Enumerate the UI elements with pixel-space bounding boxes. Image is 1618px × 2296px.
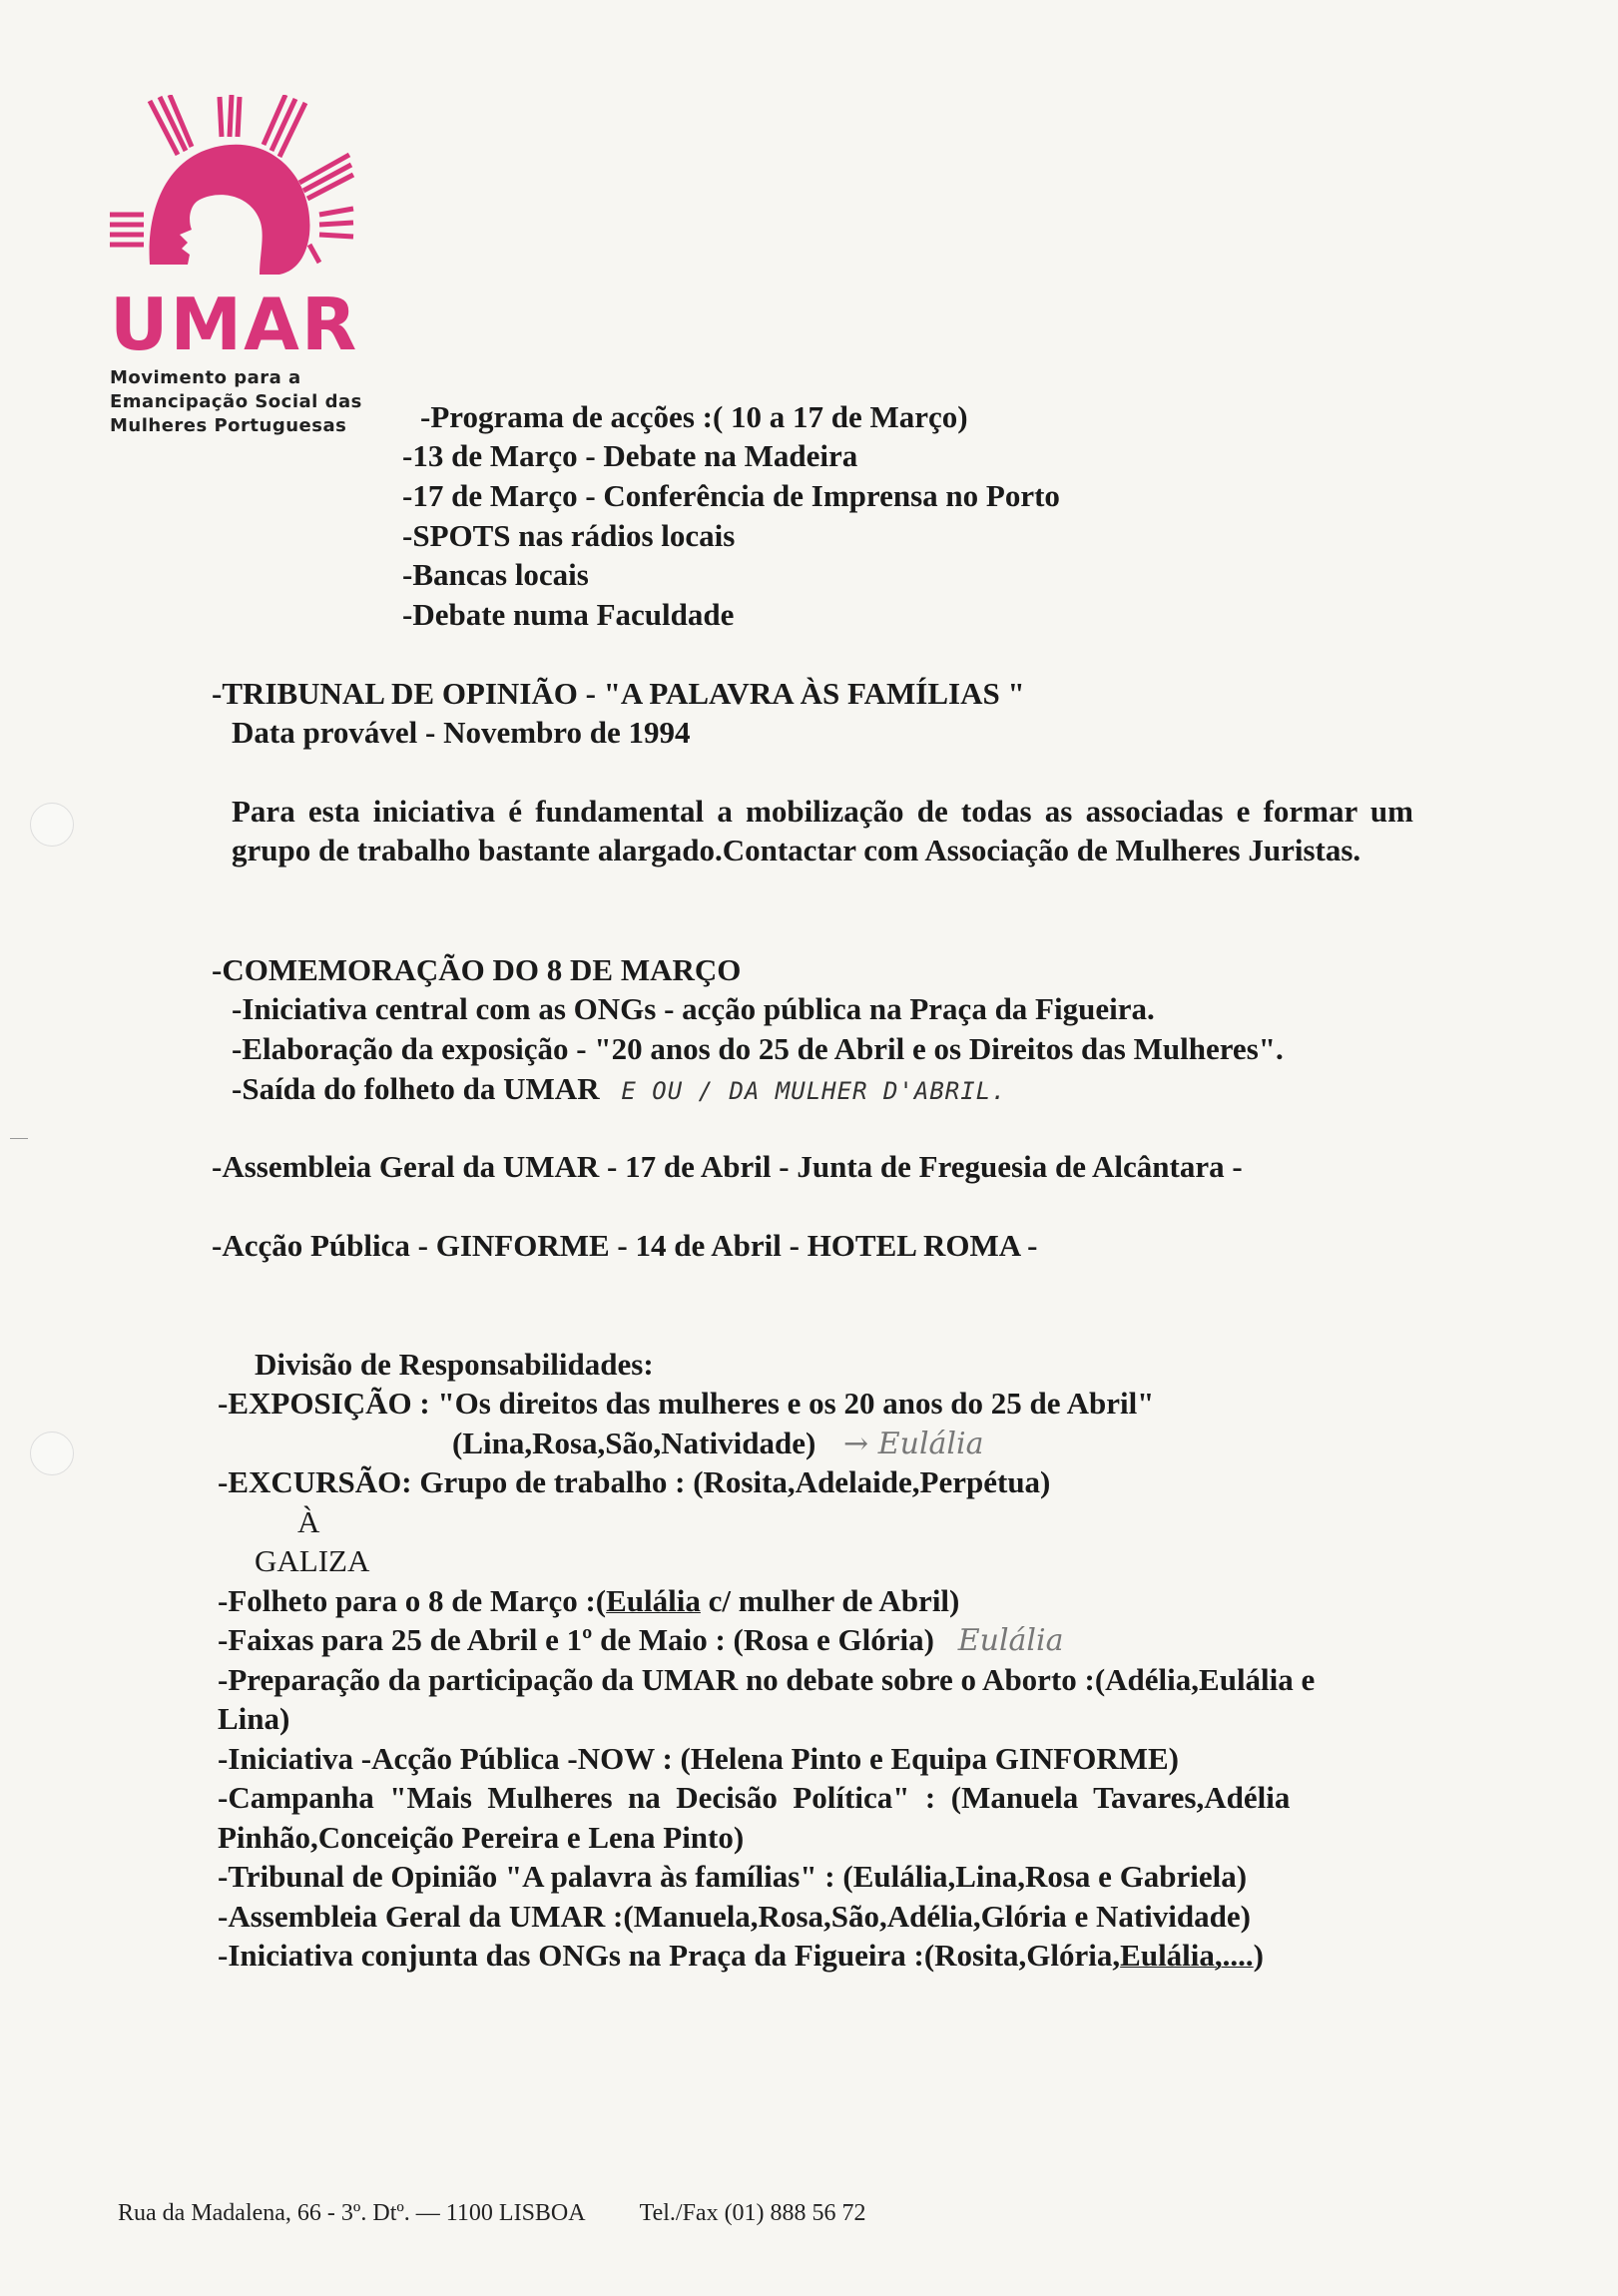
- handwritten-note: E OU / DA MULHER D'ABRIL.: [621, 1077, 1007, 1105]
- comemoracao-item: -Iniciativa central com as ONGs - acção pública na Praça da Figueira.: [232, 991, 1155, 1026]
- divisao-campanha-cont: Pinhão,Conceição Pereira e Lena Pinto): [218, 1820, 745, 1855]
- comemoracao-title: -COMEMORAÇÃO DO 8 DE MARÇO: [212, 952, 742, 987]
- comemoracao-folheto: -Saída do folheto da UMAR E OU / DA MULHER D'ABRIL.: [232, 1071, 1007, 1106]
- programa-item: -17 de Março - Conferência de Imprensa no Porto: [402, 478, 1060, 513]
- divisao-faixas: -Faixas para 25 de Abril e 1º de Maio : (Rosa e Glória) Eulália: [218, 1622, 1064, 1658]
- accao-publica-line: -Acção Pública - GINFORME - 14 de Abril - HOTEL ROMA -: [212, 1228, 1038, 1263]
- tribunal-paragraph: Para esta iniciativa é fundamental a mobilização de todas as associadas e formar um grupo de trabalho bastante alargado.Contactar com Associação de Mulheres Juristas.: [232, 794, 1413, 867]
- divisao-ongs: -Iniciativa conjunta das ONGs na Praça da Figueira :(Rosita,Glória,Eulália,....): [218, 1938, 1264, 1973]
- footer-address: Rua da Madalena, 66 - 3º. Dtº. — 1100 LISBOA: [118, 2200, 586, 2226]
- umar-logo: [110, 95, 369, 438]
- programa-item: -13 de Março - Debate na Madeira: [402, 438, 858, 473]
- footer: [118, 2200, 866, 2227]
- divisao-tribunal: -Tribunal de Opinião "A palavra às famílias" : (Eulália,Lina,Rosa e Gabriela): [218, 1859, 1248, 1894]
- divisao-campanha: -Campanha "Mais Mulheres na Decisão Política" : (Manuela Tavares,Adélia: [218, 1780, 1291, 1815]
- programa-title: -Programa de acções :( 10 a 17 de Março): [420, 399, 968, 434]
- divisao-preparacao: -Preparação da participação da UMAR no debate sobre o Aborto :(Adélia,Eulália e: [218, 1662, 1316, 1697]
- divisao-assembleia: -Assembleia Geral da UMAR :(Manuela,Rosa,São,Adélia,Glória e Natividade): [218, 1899, 1251, 1934]
- divisao-exposicao-people: (Lina,Rosa,São,Natividade) → Eulália: [452, 1426, 984, 1461]
- handwritten-note: Eulália: [957, 1623, 1064, 1658]
- logo-subtitle: Movimento para a Emancipação Social das Mulheres Portuguesas: [110, 367, 362, 436]
- divisao-excursao: -EXCURSÃO: Grupo de trabalho : (Rosita,Adelaide,Perpétua): [218, 1464, 1051, 1499]
- divisao-title: Divisão de Responsabilidades:: [255, 1347, 654, 1382]
- footer-phone: Tel./Fax (01) 888 56 72: [639, 2200, 866, 2226]
- punch-hole: [30, 803, 74, 847]
- logo-wordmark: UMAR: [110, 283, 359, 366]
- divisao-excursao-a: À: [297, 1504, 320, 1539]
- comemoracao-item: -Elaboração da exposição - "20 anos do 25 de Abril e os Direitos das Mulheres".: [232, 1031, 1284, 1066]
- divisao-excursao-dest: GALIZA: [255, 1543, 370, 1578]
- punch-hole: [30, 1432, 74, 1475]
- divisao-folheto: -Folheto para o 8 de Março :(Eulália c/ mulher de Abril): [218, 1583, 960, 1618]
- handwritten-note: → Eulália: [843, 1427, 984, 1461]
- programa-item: -SPOTS nas rádios locais: [402, 518, 736, 553]
- programa-item: -Debate numa Faculdade: [402, 597, 735, 632]
- tribunal-date: Data provável - Novembro de 1994: [232, 715, 691, 750]
- divisao-preparacao-cont: Lina): [218, 1701, 290, 1736]
- assembleia-line: -Assembleia Geral da UMAR - 17 de Abril - Junta de Freguesia de Alcântara -: [212, 1149, 1243, 1184]
- tribunal-title: -TRIBUNAL DE OPINIÃO - "A PALAVRA ÀS FAMÍLIAS ": [212, 676, 1025, 711]
- fold-mark: [10, 1138, 28, 1139]
- divisao-exposicao: -EXPOSIÇÃO : "Os direitos das mulheres e os 20 anos do 25 de Abril": [218, 1386, 1155, 1421]
- umar-emblem-icon: [110, 95, 359, 294]
- programa-item: -Bancas locais: [402, 557, 589, 592]
- divisao-iniciativa-now: -Iniciativa -Acção Pública -NOW : (Helena Pinto e Equipa GINFORME): [218, 1741, 1179, 1776]
